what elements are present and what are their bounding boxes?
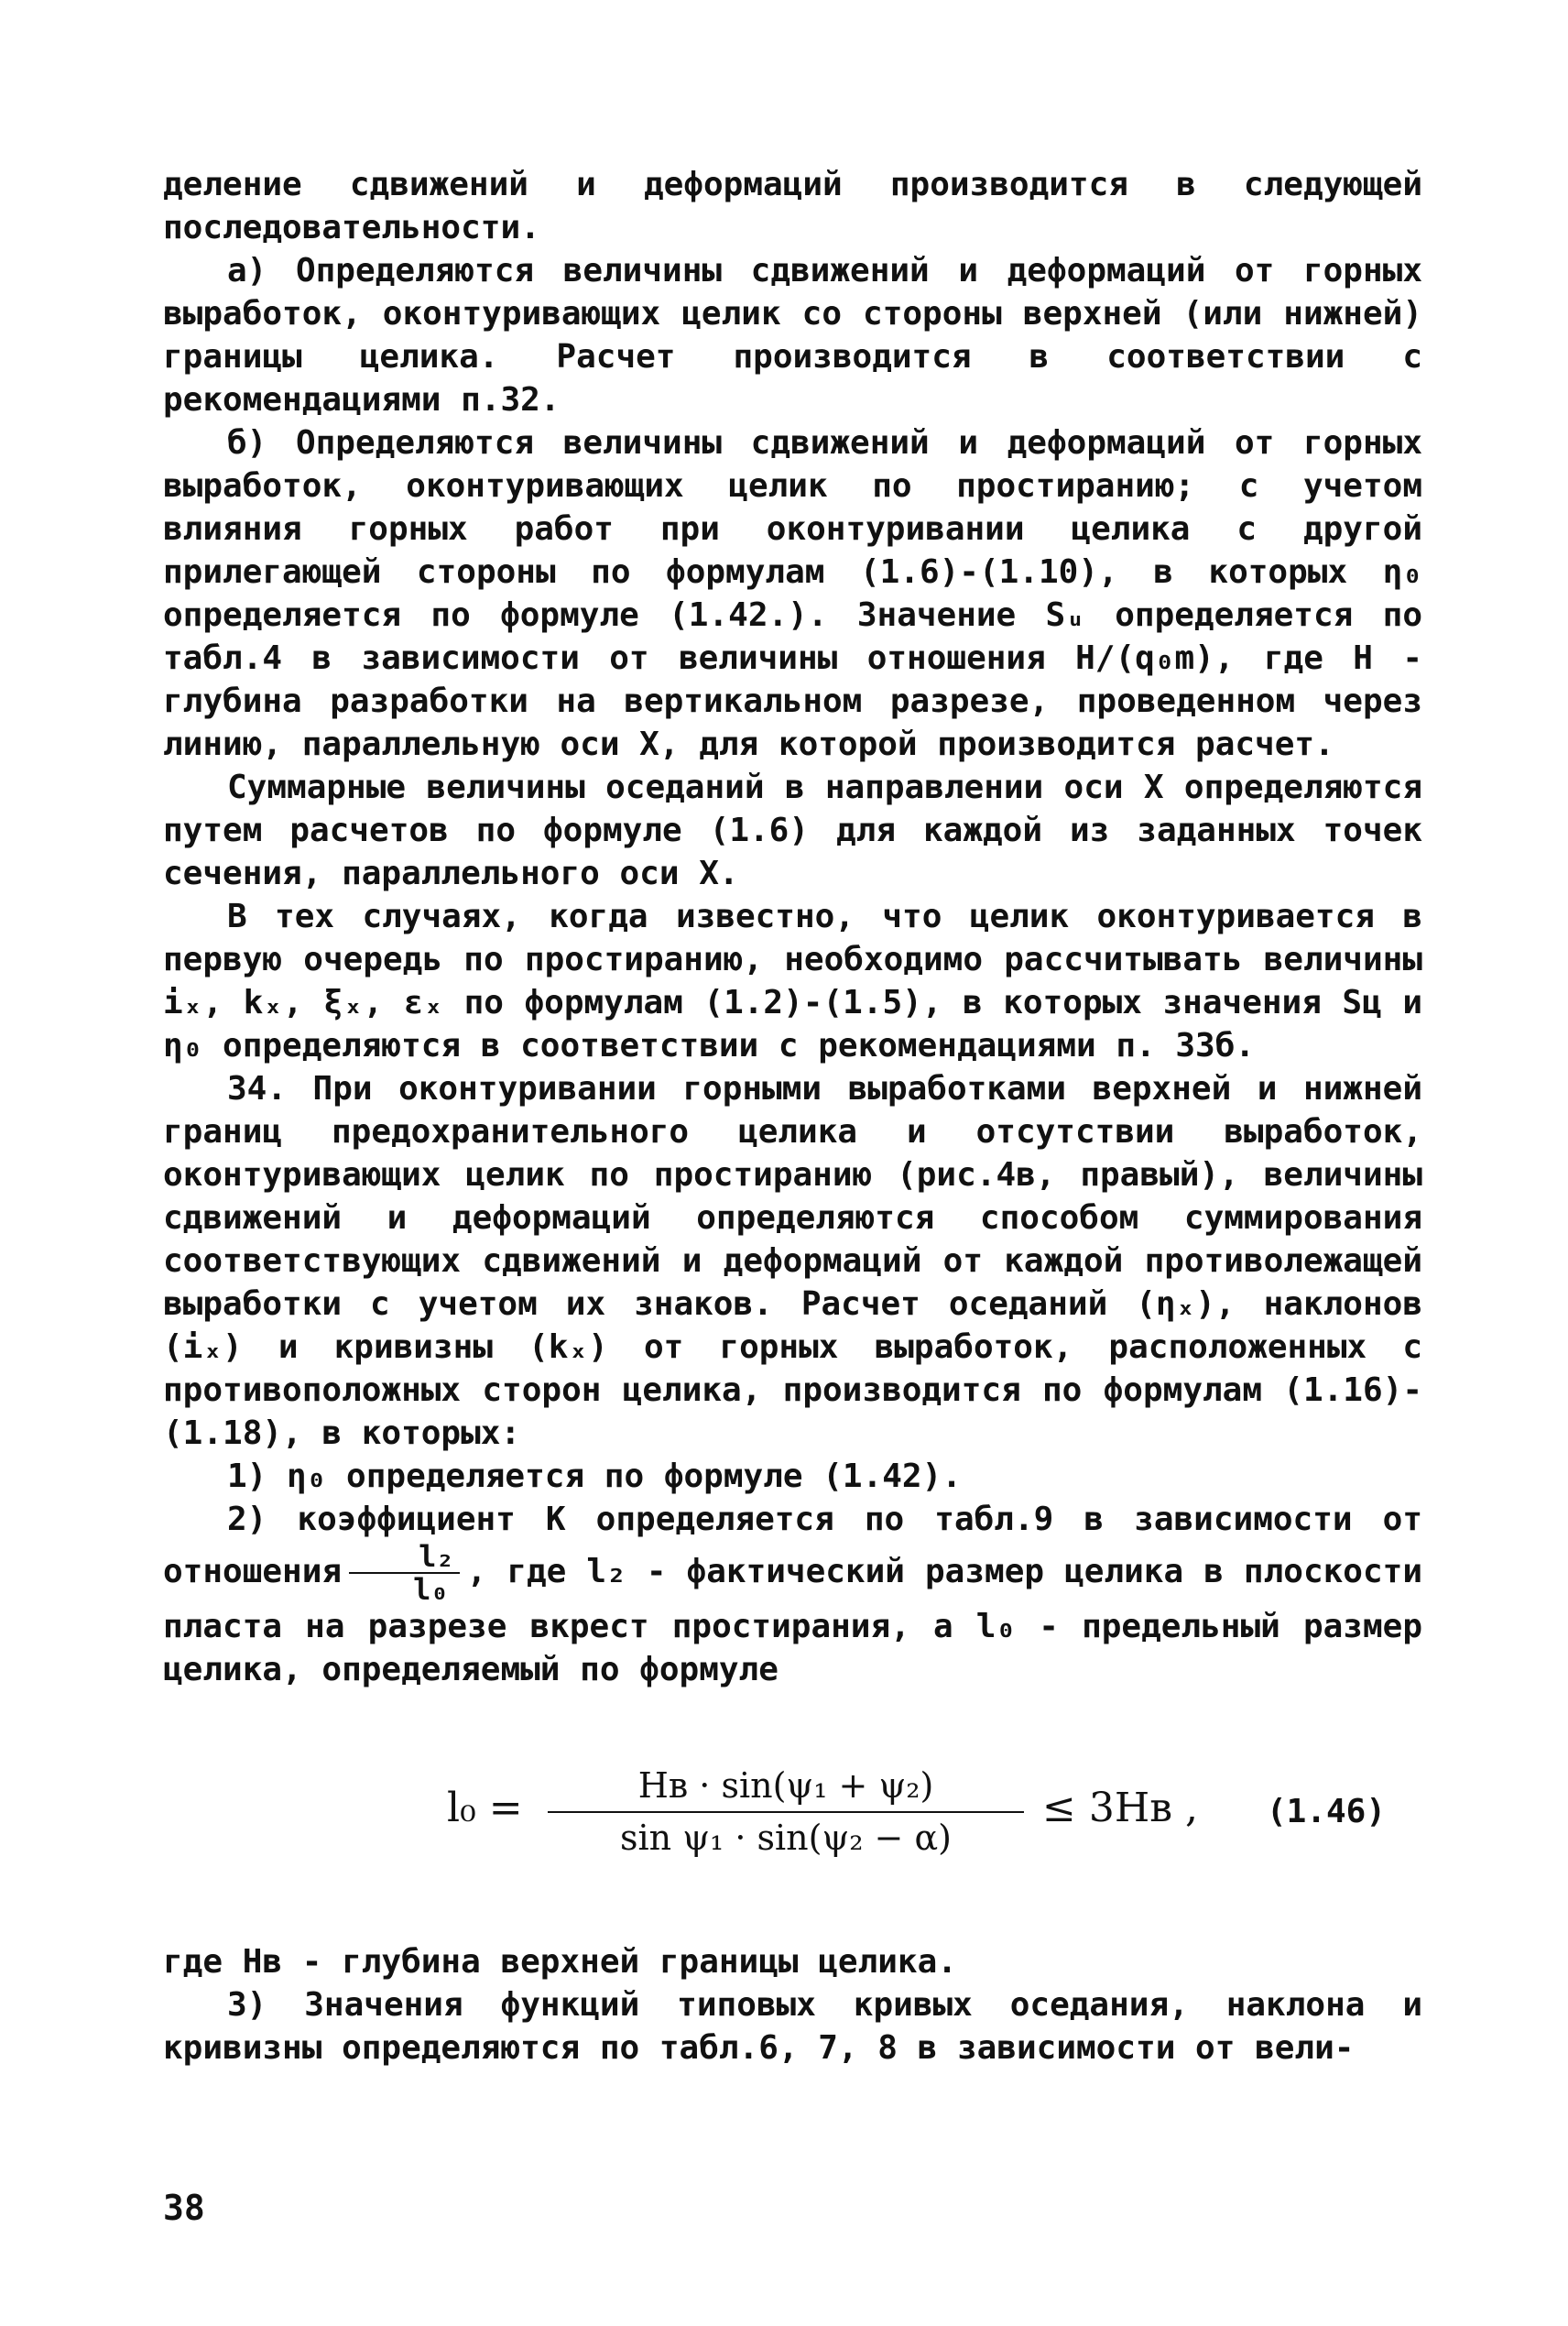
- page-number: 38: [163, 2188, 205, 2228]
- list-item-2-end: , где l₂ - фактический размер целика в плоскости пласта на разрезе вкрест простирания, а l₀ - предельный размер целика, определяемый по формуле: [163, 1553, 1422, 1688]
- inline-fraction-numerator: l₂: [349, 1541, 460, 1574]
- paragraph-b: б) Определяются величины сдвижений и деформаций от горных выработок, оконтуривающих целик по простиранию; с учетом влияния горных работ при оконтуривании целика с другой прилегающей стороны по формулам (1.6)-(1.10), в которых η₀ определяется по формуле (1.42.). Значение Sᵤ определяется по табл.4 в зависимости от величины отношения H/(q₀m), где H - глубина разработки на вертикальном разрезе, проведенном через линию, параллельную оси X, для которой производится расчет.: [163, 424, 1422, 763]
- equation-1-46: [163, 1764, 1422, 1865]
- equation-rhs: ≤ 3Hв ,: [1042, 1785, 1198, 1831]
- inline-fraction-denominator: l₀: [413, 1572, 449, 1607]
- paragraph-where: где Hв - глубина верхней границы целика.: [163, 1943, 957, 1981]
- inline-fraction: [349, 1541, 460, 1605]
- equation-lhs: l₀ =: [447, 1785, 523, 1831]
- list-item-2: [163, 1498, 1422, 1691]
- equation-number: (1.46): [1266, 1793, 1386, 1830]
- equation-numerator: Hв · sin(ψ₁ + ψ₂): [548, 1764, 1024, 1813]
- paragraph-cases: В тех случаях, когда известно, что целик оконтуривается в первую очередь по простиранию, необходимо рассчитывать величины iₓ, kₓ, ξₓ, εₓ по формулам (1.2)-(1.5), в которых значения Sц и η₀ определяются в соответствии с рекомендациями п. 33б.: [163, 898, 1422, 1065]
- list-item-2-start: 2) коэффициент K определяется по табл.9 в зависимости от отношения: [163, 1501, 1422, 1590]
- equation-denominator: sin ψ₁ · sin(ψ₂ − α): [620, 1818, 952, 1858]
- list-item-1: 1) η₀ определяется по формуле (1.42).: [227, 1458, 962, 1495]
- paragraph-summary: Суммарные величины оседаний в направлении оси X определяются путем расчетов по формуле (1.6) для каждой из заданных точек сечения, параллельного оси X.: [163, 769, 1422, 892]
- page-body: [163, 163, 1422, 2069]
- equation-fraction: [548, 1764, 1024, 1860]
- paragraph-a: а) Определяются величины сдвижений и деформаций от горных выработок, оконтуривающих целик со стороны верхней (или нижней) границы целика. Расчет производится в соответствии с рекомендациями п.32.: [163, 252, 1422, 419]
- list-item-3: 3) Значения функций типовых кривых оседания, наклона и кривизны определяются по табл.6, 7, 8 в зависимости от вели-: [163, 1986, 1422, 2067]
- paragraph-34: 34. При оконтуривании горными выработками верхней и нижней границ предохранительного целика и отсутствии выработок, оконтуривающих целик по простиранию (рис.4в, правый), величины сдвижений и деформаций определяются способом суммирования соответствующих сдвижений и деформаций от каждой противолежащей выработки с учетом их знаков. Расчет оседаний (ηₓ), наклонов (iₓ) и кривизны (kₓ) от горных выработок, расположенных с противоположных сторон целика, производится по формулам (1.16)-(1.18), в которых:: [163, 1070, 1422, 1452]
- paragraph-intro: деление сдвижений и деформаций производится в следующей последовательности.: [163, 166, 1422, 246]
